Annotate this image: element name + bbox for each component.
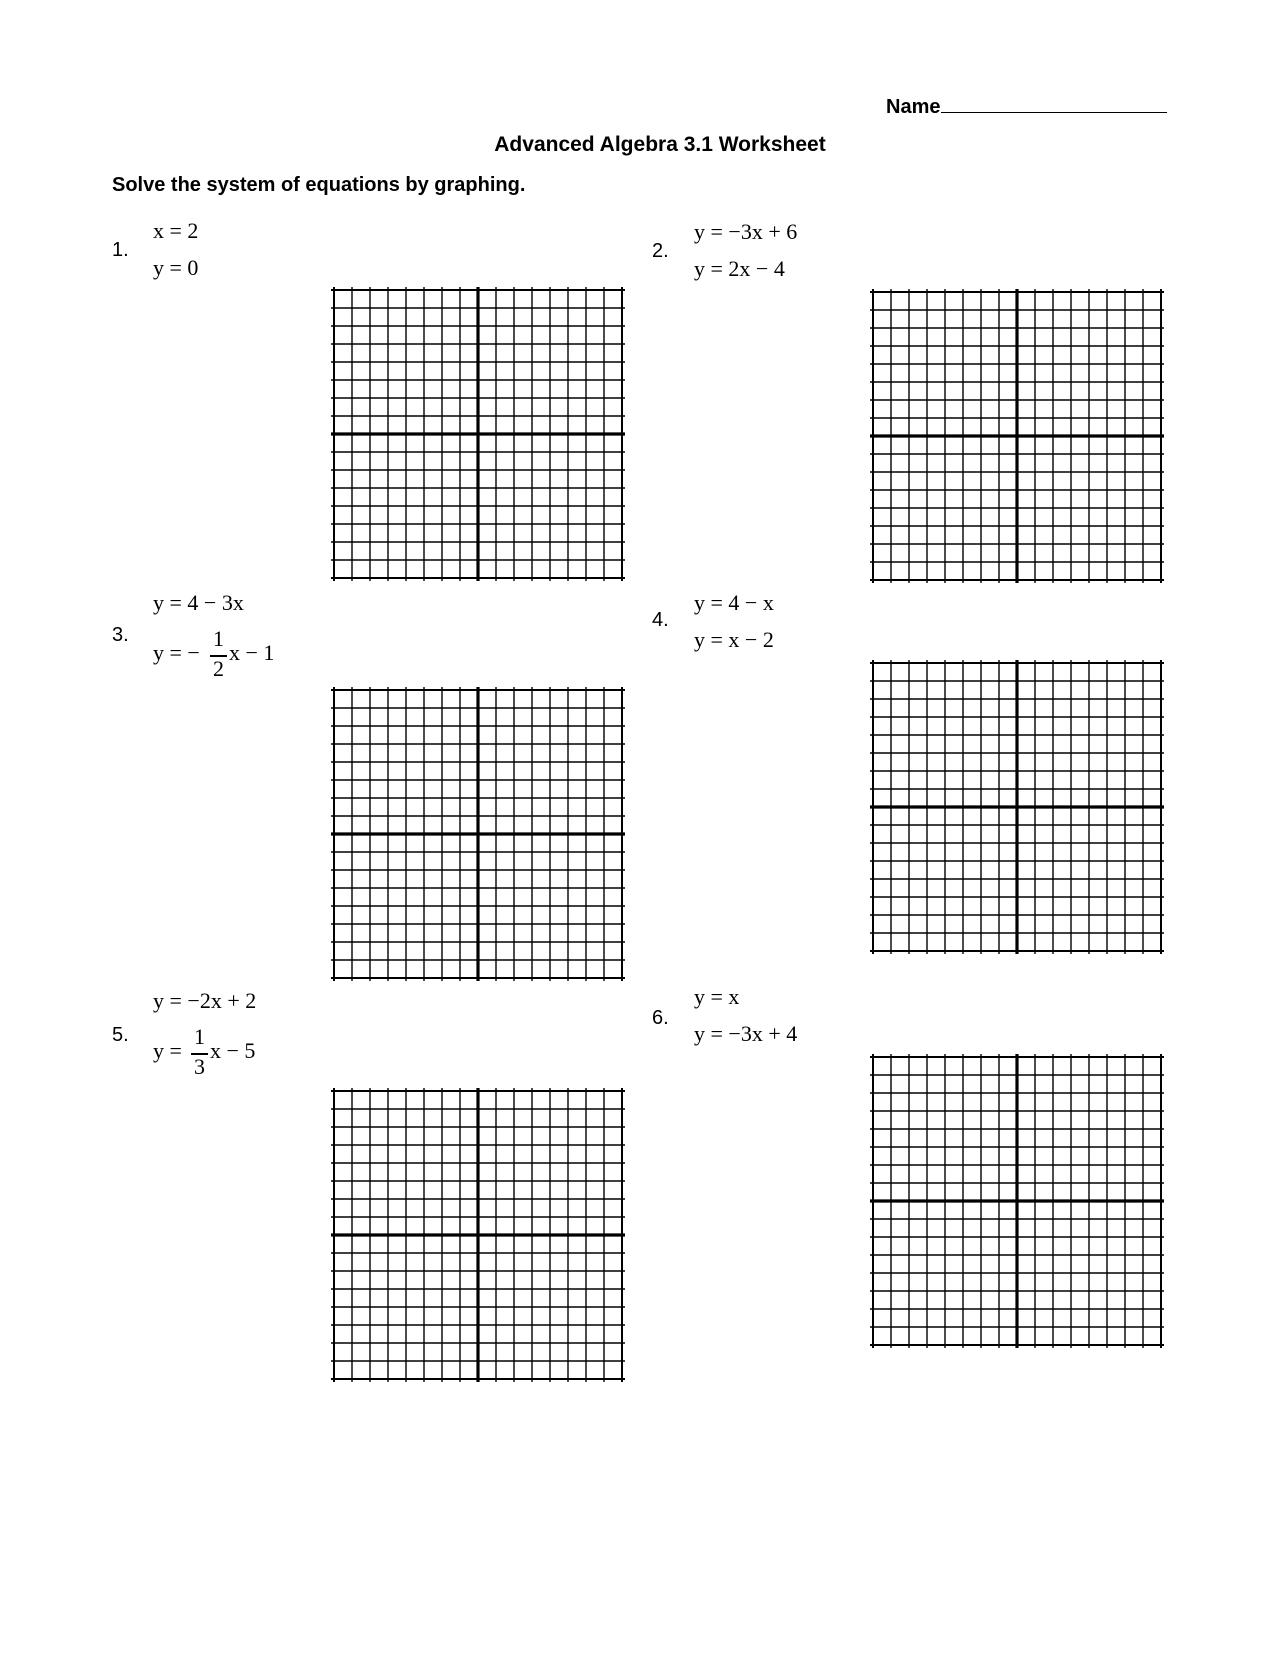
problem-5-graph[interactable] xyxy=(334,1091,622,1379)
problem-5-equation-1: y = −2x + 2 xyxy=(153,988,257,1013)
problem-5-eq2-numerator: 1 xyxy=(194,1024,205,1049)
problem-1-number: 1. xyxy=(112,239,129,261)
problem-3-equation-2 xyxy=(153,626,283,686)
problem-4-equation-2: y = x − 2 xyxy=(694,627,774,652)
name-label: Name xyxy=(886,96,941,118)
problem-2-equation-2: y = 2x − 4 xyxy=(694,256,785,281)
problem-5-eq2-denominator: 3 xyxy=(194,1054,205,1079)
name-blank[interactable] xyxy=(941,92,1167,113)
problem-3-eq2-suffix: x − 1 xyxy=(229,640,275,665)
problem-5-eq2-prefix: y = xyxy=(153,1038,182,1063)
problem-3-equation-1: y = 4 − 3x xyxy=(153,590,244,615)
problem-3-eq2-prefix: y = − xyxy=(153,640,200,665)
problem-1-equation-2: y = 0 xyxy=(153,255,199,280)
problem-3-graph[interactable] xyxy=(334,690,622,978)
page-title: Advanced Algebra 3.1 Worksheet xyxy=(494,133,826,156)
problem-6-number: 6. xyxy=(652,1007,669,1029)
problem-4-equation-1: y = 4 − x xyxy=(694,590,774,615)
problem-6-equation-1: y = x xyxy=(694,984,740,1009)
problem-3-number: 3. xyxy=(112,624,129,646)
problem-5-equation-2 xyxy=(153,1024,283,1084)
problem-3-eq2-denominator: 2 xyxy=(213,656,224,681)
problem-1-graph[interactable] xyxy=(334,290,622,578)
instructions: Solve the system of equations by graphing. xyxy=(112,174,526,196)
name-field[interactable] xyxy=(886,92,1167,119)
problem-5-eq2-suffix: x − 5 xyxy=(210,1038,256,1063)
problem-6-graph[interactable] xyxy=(873,1057,1161,1345)
problem-2-graph[interactable] xyxy=(873,292,1161,580)
problem-3-eq2-numerator: 1 xyxy=(213,626,224,651)
problem-2-equation-1: y = −3x + 6 xyxy=(694,219,798,244)
problem-2-number: 2. xyxy=(652,240,669,262)
problem-6-equation-2: y = −3x + 4 xyxy=(694,1021,798,1046)
problem-4-number: 4. xyxy=(652,609,669,631)
problem-1-equation-1: x = 2 xyxy=(153,218,199,243)
problem-5-number: 5. xyxy=(112,1024,129,1046)
problem-4-graph[interactable] xyxy=(873,663,1161,951)
